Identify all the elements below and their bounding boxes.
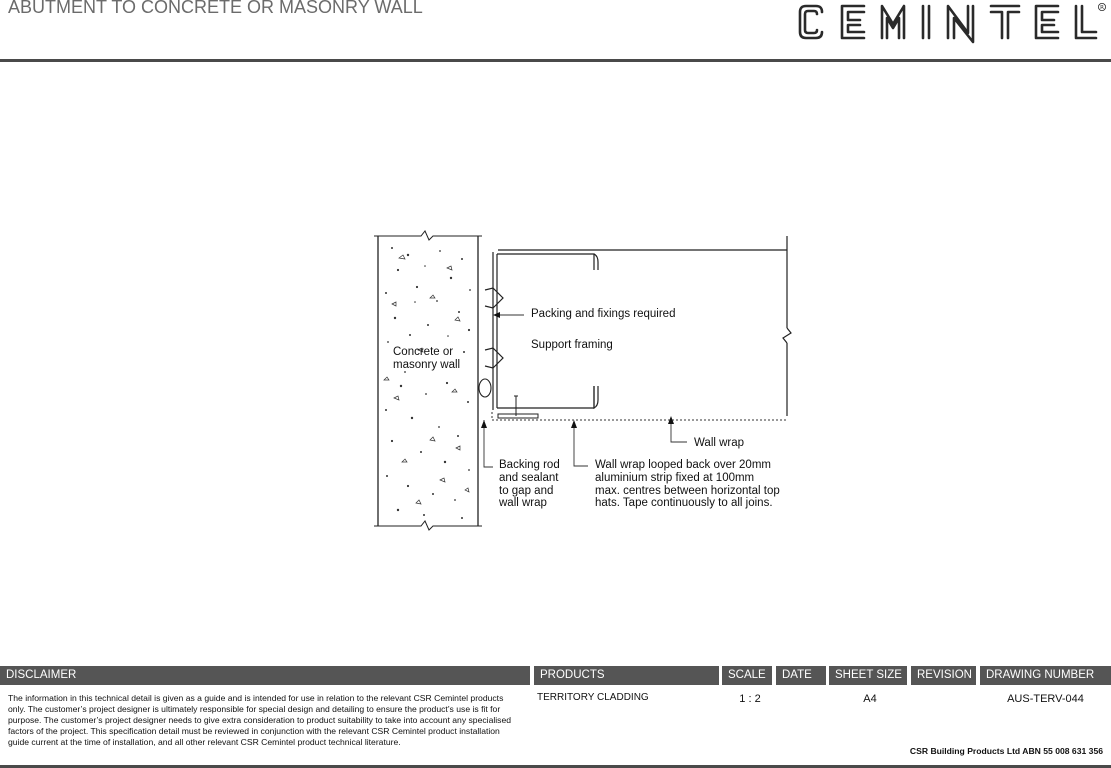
scale-value: 1 : 2 — [739, 693, 761, 705]
disclaimer-text: The information in this technical detail is given as a guide and is intended for use in relation to the relevant CSR Cemintel products only. The customer’s project designer is ultimately responsible for special design and detailing to ensure the product’s use is fit for purpose. The customer’s project designer needs to give extra consideration to product suitability to take into account any specialised factors of the project. This specification detail must be reviewed in conjunction with the relevant CSR Cemintel product installation guide current at the time of installation, and all other relevant CSR Cemintel product technical literature. — [8, 693, 512, 747]
concrete-wall — [374, 231, 482, 530]
svg-text:R: R — [1100, 5, 1104, 12]
company-abn: CSR Building Products Ltd ABN 55 008 631 356 — [909, 746, 1103, 756]
section-detail-svg — [0, 62, 1111, 662]
label-backing-line2: and sealant — [499, 472, 559, 484]
leader-arrowheads — [481, 312, 674, 428]
label-packing-fixings: Packing and fixings required — [531, 308, 676, 320]
label-looped-line4: hats. Tape continuously to all joins. — [595, 497, 773, 509]
label-backing-line1: Backing rod — [499, 459, 560, 471]
leader-lines — [484, 315, 687, 467]
backing-rod — [479, 379, 491, 397]
header-disclaimer: DISCLAIMER — [0, 666, 530, 685]
products-value: TERRITORY CLADDING — [537, 692, 649, 703]
header-products: PRODUCTS — [534, 666, 719, 685]
cemintel-logo — [796, 2, 1108, 46]
detail-drawing — [0, 62, 1111, 662]
sheet-size-value: A4 — [863, 693, 877, 705]
aluminium-strip — [498, 396, 538, 418]
header-scale: SCALE — [722, 666, 772, 685]
drawing-number-value: AUS-TERV-044 — [1007, 693, 1084, 705]
label-support-framing: Support framing — [531, 339, 613, 351]
header-drawing-number: DRAWING NUMBER — [980, 666, 1111, 685]
cladding-board — [498, 236, 791, 416]
header-date: DATE — [776, 666, 826, 685]
label-looped-line1: Wall wrap looped back over 20mm — [595, 459, 771, 471]
label-concrete-line2: masonry wall — [393, 359, 461, 371]
label-concrete-line1: Concrete or — [393, 346, 454, 358]
label-backing-line4: wall wrap — [499, 497, 547, 509]
label-wall-wrap: Wall wrap — [694, 437, 745, 449]
label-backing-line3: to gap and — [499, 485, 554, 497]
wall-wrap — [492, 412, 787, 420]
label-looped-line2: aluminium strip fixed at 100mm — [595, 472, 755, 484]
concrete-aggregate — [384, 255, 469, 504]
support-framing — [485, 252, 598, 410]
label-looped-line3: max. centres between horizontal top — [595, 485, 780, 497]
drawing-title: ABUTMENT TO CONCRETE OR MASONRY WALL — [8, 0, 423, 17]
concrete-stipple — [385, 247, 471, 519]
header-sheet-size: SHEET SIZE — [829, 666, 907, 685]
header-revision: REVISION — [911, 666, 976, 685]
